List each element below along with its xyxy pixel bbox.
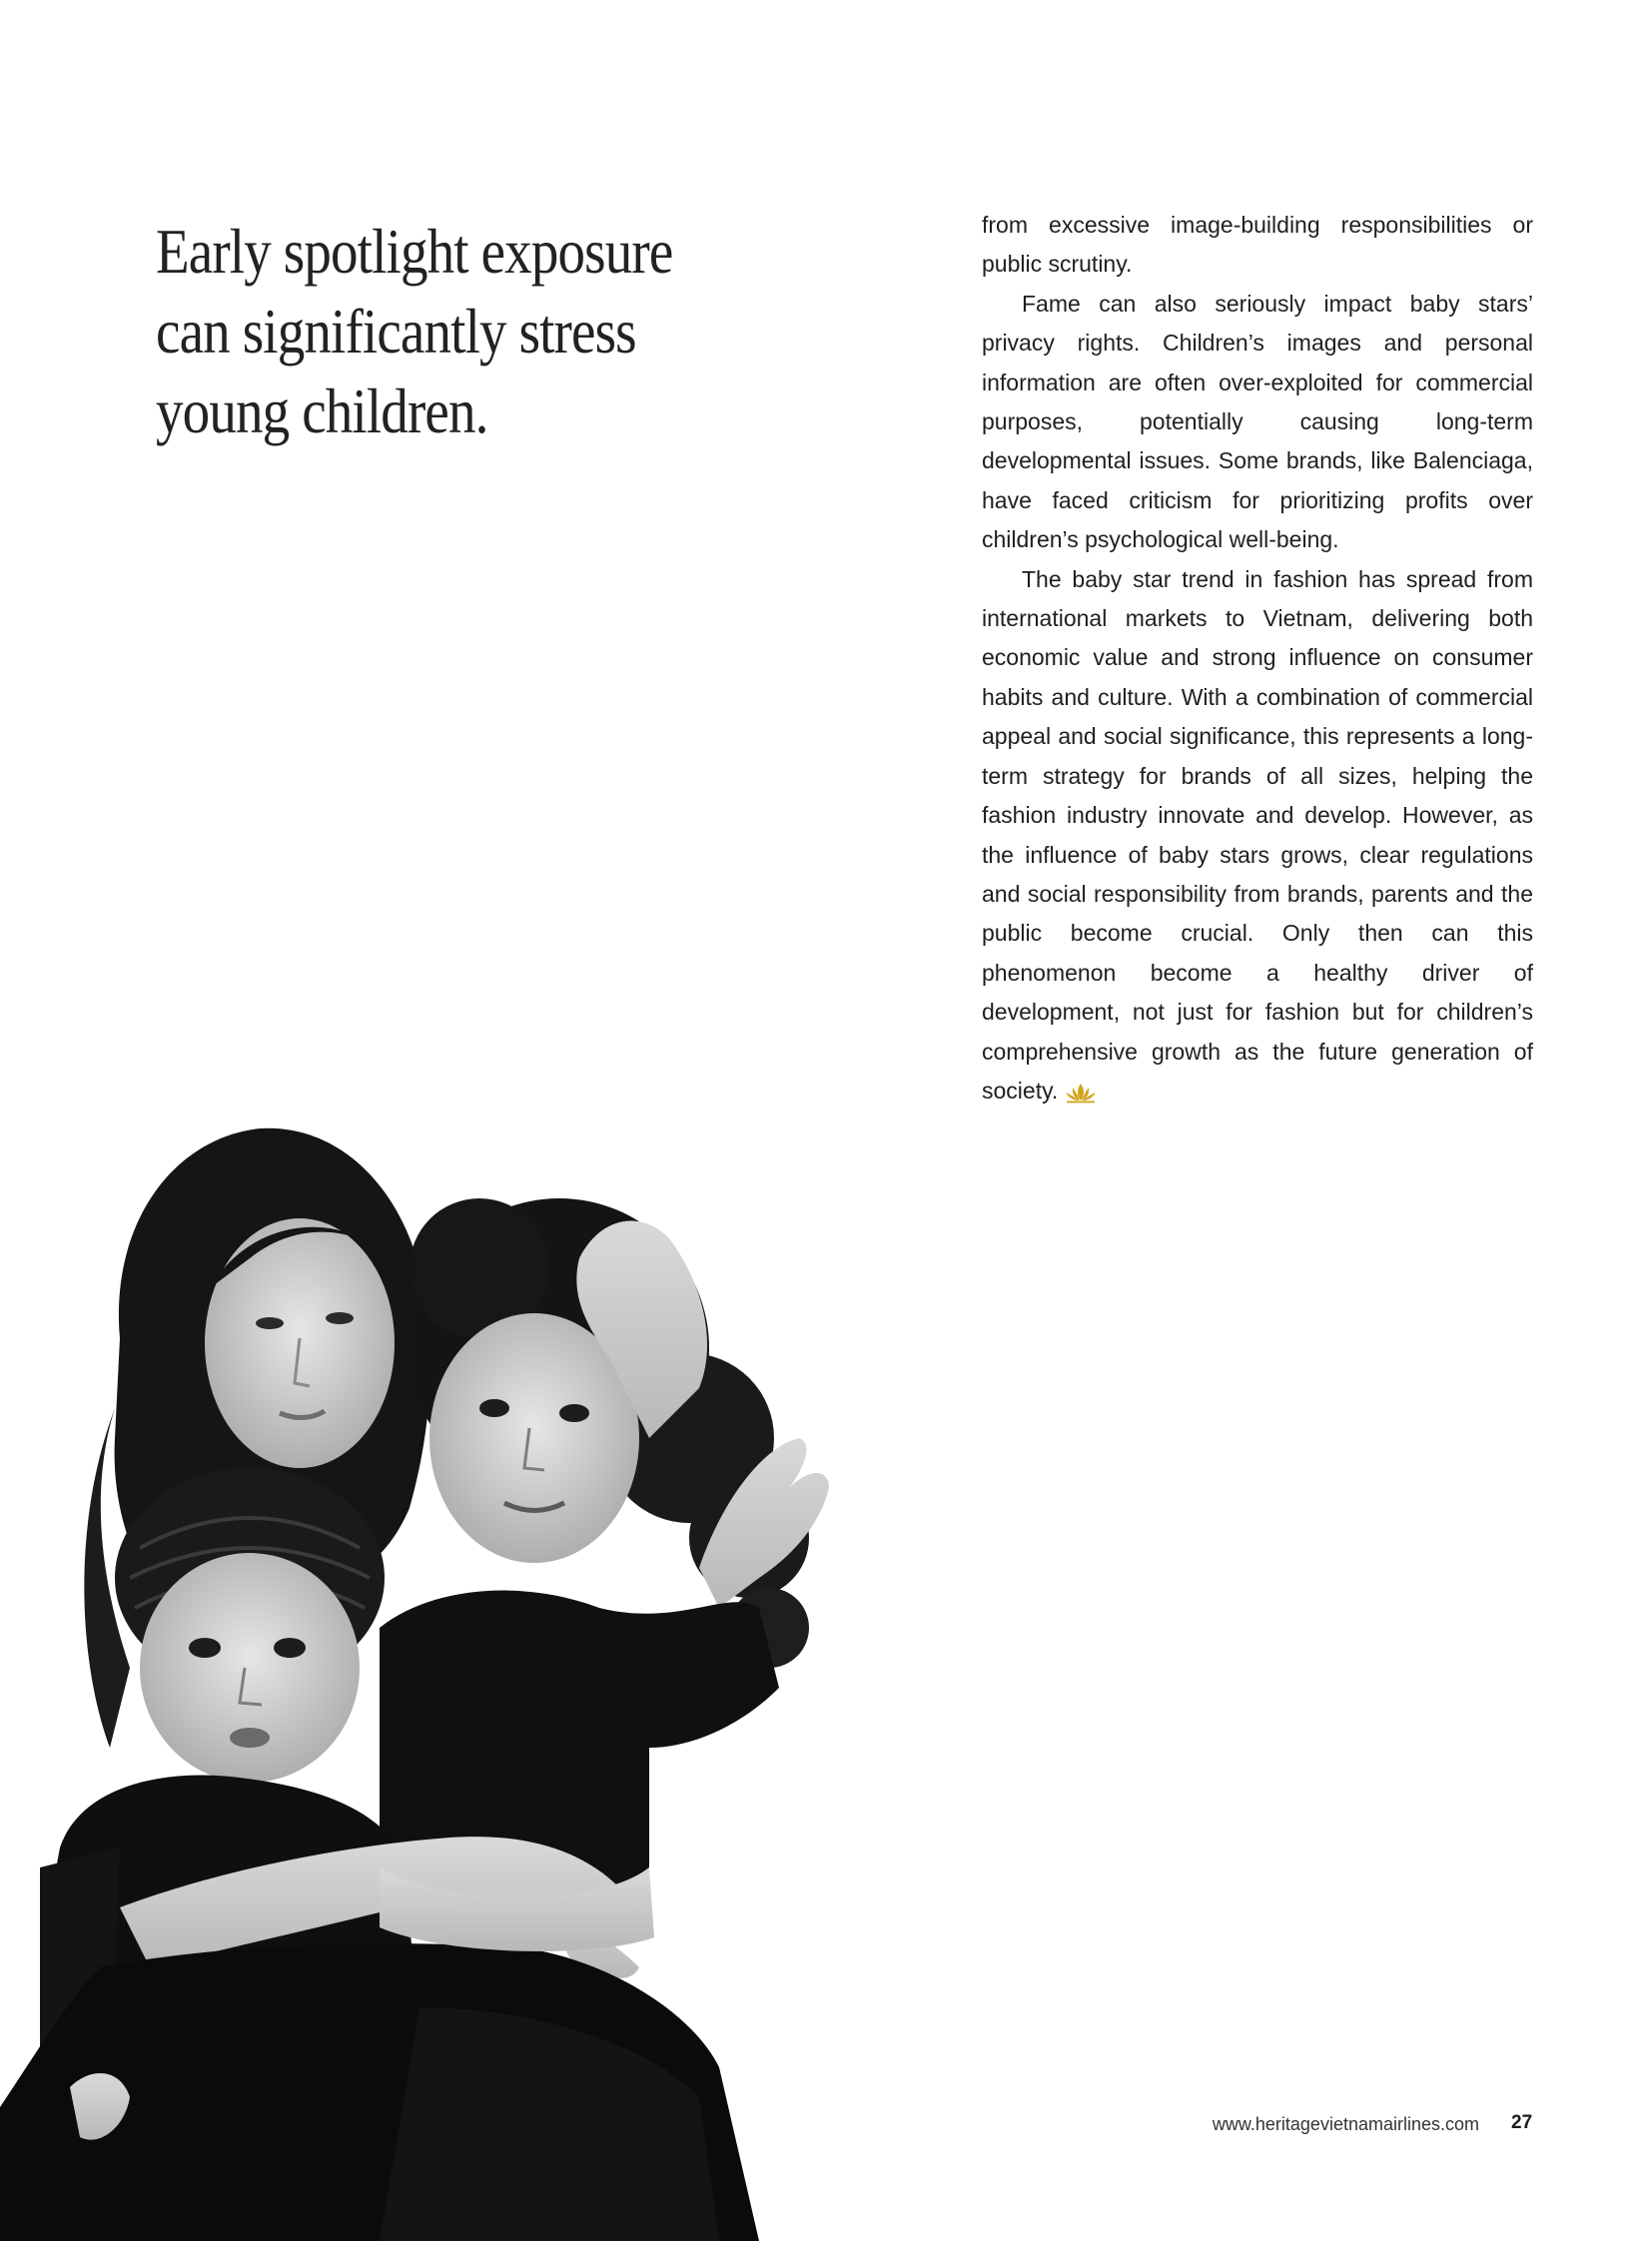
paragraph-text: The baby star trend in fashion has spread from international markets to Vietnam, delivering both economic value and strong influence on consumer habits and culture. With a combination of commercial appeal and social significance, this represents a long-term strategy for brands of all sizes, helping the fashion industry innovate and develop. However, as the influence of baby stars grows, clear regulations and social responsibility from brands, parents and the public become crucial. Only then can this phenomenon become a healthy driver of development, not just for fashion but for children’s comprehensive growth as the future generation of society.: [982, 565, 1533, 1104]
article-paragraph: [982, 285, 1533, 560]
article-body: [982, 206, 1533, 1111]
pull-quote-line: young children.: [156, 375, 488, 446]
lotus-icon: [1064, 1082, 1098, 1104]
footer-url: www.heritagevietnamairlines.com: [1212, 2114, 1479, 2134]
pull-quote-line: Early spotlight exposure: [156, 216, 673, 287]
pull-quote-line: can significantly stress: [156, 296, 636, 367]
paragraph-text: Fame can also seriously impact baby stars’ privacy rights. Children’s images and personal information are often over-exploited for commercial purposes, potentially causing long-term developmental issues. Some brands, like Balenciaga, have faced criticism for prioritizing profits over children’s psychological well-being.: [982, 290, 1533, 553]
paragraph-text: from excessive image-building responsibilities or public scrutiny.: [982, 212, 1533, 278]
page-number: 27: [1511, 2112, 1533, 2133]
article-paragraph: [982, 560, 1533, 1112]
article-paragraph: [982, 206, 1533, 285]
pull-quote: [156, 212, 673, 451]
family-portrait-photo: [0, 1109, 879, 2241]
